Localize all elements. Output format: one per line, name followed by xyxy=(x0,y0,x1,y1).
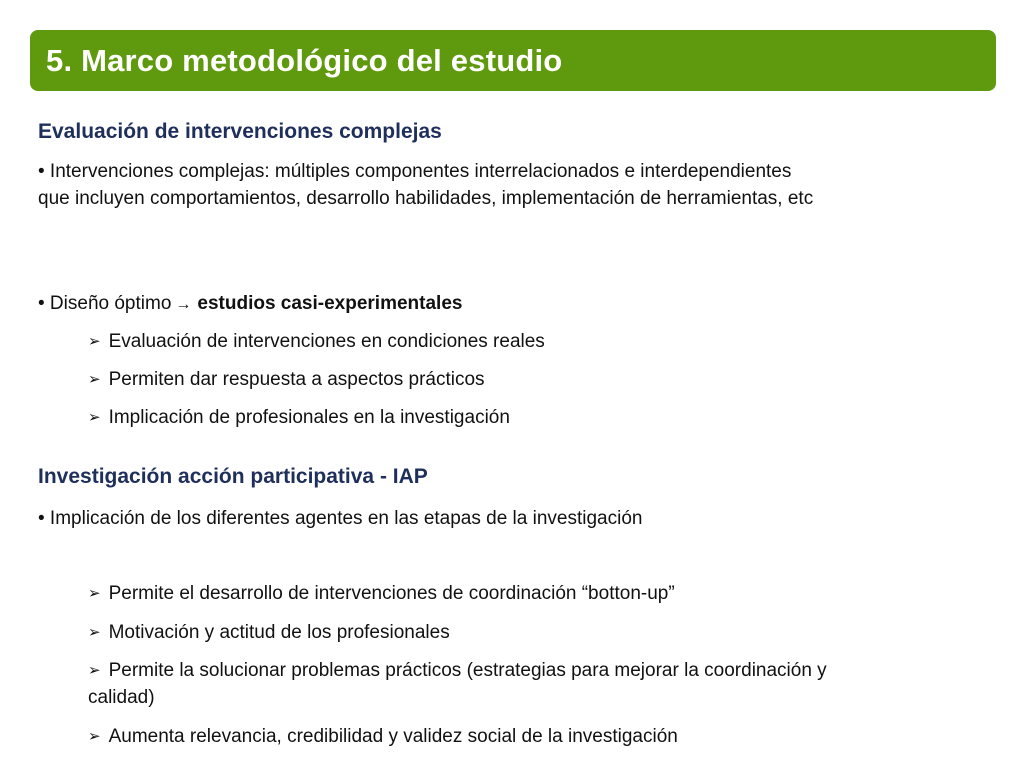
sub-item-text: Aumenta relevancia, credibilidad y validez social de la investigación xyxy=(108,726,678,747)
bullet-intervenciones: • Intervenciones complejas: múltiples componentes interrelacionados e interdependientes que incluyen comportamientos, desarrollo habilidades, implementación de herramientas, etc xyxy=(38,161,814,209)
sub-item xyxy=(88,657,848,711)
sub-item-text: Evaluación de intervenciones en condiciones reales xyxy=(108,331,545,352)
bullet-diseno-prefix: • Diseño óptimo xyxy=(38,293,172,314)
sub-item xyxy=(88,404,510,431)
arrow-bullet-icon: ➢ xyxy=(88,333,101,350)
arrow-bullet-icon: ➢ xyxy=(88,624,101,641)
sub-item xyxy=(88,619,450,646)
bullet-implicacion: • Implicación de los diferentes agentes en las etapas de la investigación xyxy=(38,508,643,529)
sub-item-text: Motivación y actitud de los profesionales xyxy=(108,622,450,643)
arrow-bullet-icon: ➢ xyxy=(88,585,101,602)
sub-item-text: Permite la solucionar problemas prácticos (estrategias para mejorar la coordinación y calidad) xyxy=(88,660,827,708)
arrow-bullet-icon: ➢ xyxy=(88,371,101,388)
sub-item-text: Implicación de profesionales en la investigación xyxy=(108,407,510,428)
arrow-bullet-icon: ➢ xyxy=(88,662,101,679)
right-arrow-icon: → xyxy=(175,296,192,313)
bullet-diseno xyxy=(38,290,462,318)
sub-item xyxy=(88,580,675,607)
sub-item-text: Permite el desarrollo de intervenciones de coordinación “botton-up” xyxy=(108,583,675,604)
sub-item xyxy=(88,723,678,750)
section-heading-evaluacion: Evaluación de intervenciones complejas xyxy=(38,120,442,143)
sub-item xyxy=(88,366,485,393)
title-bar xyxy=(30,30,996,91)
arrow-bullet-icon: ➢ xyxy=(88,728,101,745)
bullet-diseno-bold: estudios casi-experimentales xyxy=(197,293,463,314)
arrow-bullet-icon: ➢ xyxy=(88,409,101,426)
sub-item-text: Permiten dar respuesta a aspectos prácticos xyxy=(108,369,485,390)
slide-title: 5. Marco metodológico del estudio xyxy=(46,42,563,78)
section-heading-iap: Investigación acción participativa - IAP xyxy=(38,465,428,488)
sub-item xyxy=(88,328,545,355)
